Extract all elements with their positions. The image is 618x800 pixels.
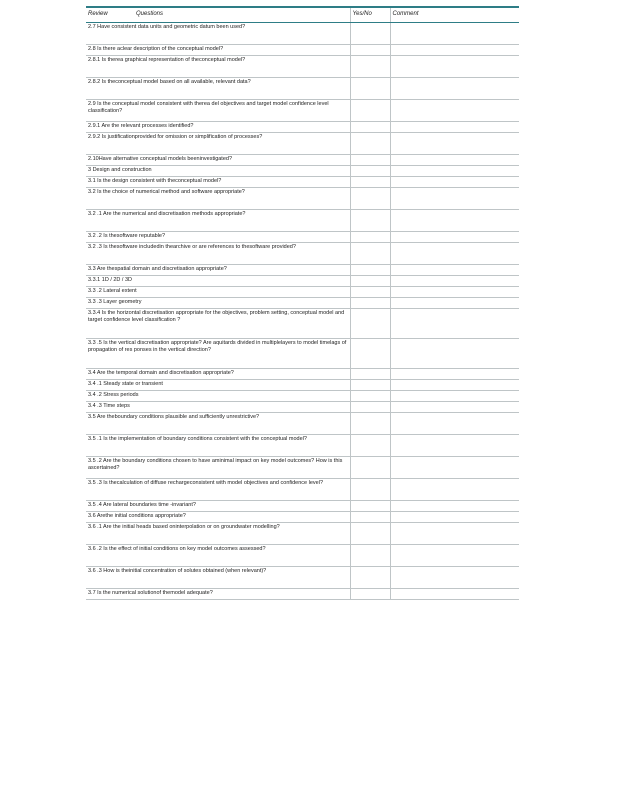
yesno-cell[interactable] xyxy=(350,231,390,242)
table-row xyxy=(86,22,519,44)
table-row xyxy=(86,264,519,275)
comment-cell[interactable] xyxy=(390,434,519,456)
table-row xyxy=(86,434,519,456)
header-review-label: Review xyxy=(88,11,108,17)
question-text: 3.3 .3 Layer geometry xyxy=(86,297,350,308)
table-row xyxy=(86,209,519,231)
question-text: 2.9 Is the conceptual model consistent with therea del objectives and target model confidence level classification? xyxy=(86,99,350,121)
table-row xyxy=(86,500,519,511)
comment-cell[interactable] xyxy=(390,379,519,390)
yesno-cell[interactable] xyxy=(350,368,390,379)
table-row xyxy=(86,297,519,308)
yesno-cell[interactable] xyxy=(350,338,390,368)
question-text: 3.5 .1 Is the implementation of boundary conditions consistent with the conceptual model? xyxy=(86,434,350,456)
question-text: 3.6 .1 Are the initial heads based oninterpolation or on groundwater modelling? xyxy=(86,522,350,544)
question-text: 3.5 Are theboundary conditions plausible and sufficiently unrestrictive? xyxy=(86,412,350,434)
table-row xyxy=(86,478,519,500)
table-row xyxy=(86,544,519,566)
yesno-cell[interactable] xyxy=(350,456,390,478)
table-row xyxy=(86,588,519,599)
question-text: 2.8 Is there aclear description of the conceptual model? xyxy=(86,44,350,55)
question-text: 3.5 .4 Are lateral boundaries time -invariant? xyxy=(86,500,350,511)
header-row xyxy=(86,7,519,22)
yesno-cell[interactable] xyxy=(350,500,390,511)
question-text: 2.10Have alternative conceptual models beeninvestigated? xyxy=(86,154,350,165)
table-row xyxy=(86,308,519,338)
comment-cell[interactable] xyxy=(390,544,519,566)
comment-cell[interactable] xyxy=(390,478,519,500)
comment-cell[interactable] xyxy=(390,308,519,338)
question-text: 3.3 Are thespatial domain and discretisation appropriate? xyxy=(86,264,350,275)
table-row xyxy=(86,522,519,544)
question-text: 2.8.1 Is therea graphical representation of theconceptual model? xyxy=(86,55,350,77)
question-text: 2.8.2 Is theconceptual model based on all available, relevant data? xyxy=(86,77,350,99)
yesno-cell[interactable] xyxy=(350,209,390,231)
question-text: 3.5 .2 Are the boundary conditions chosen to have aminimal impact on key model outcomes? How is this ascertained? xyxy=(86,456,350,478)
yesno-cell[interactable] xyxy=(350,121,390,132)
comment-cell[interactable] xyxy=(390,121,519,132)
question-text: 3.6 .3 How is theinitial concentration of solutes obtained (when relevant)? xyxy=(86,566,350,588)
question-text: 3.3.4 Is the horizontal discretisation appropriate for the objectives, problem setting, conceptual model and target confidence level classification ? xyxy=(86,308,350,338)
header-questions xyxy=(86,7,350,22)
question-text: 3.2 .2 Is thesoftware reputable? xyxy=(86,231,350,242)
comment-cell[interactable] xyxy=(390,231,519,242)
yesno-cell[interactable] xyxy=(350,297,390,308)
question-text: 2.9.1 Are the relevant processes identified? xyxy=(86,121,350,132)
table-row xyxy=(86,566,519,588)
question-text: 3.6 .2 Is the effect of initial conditions on key model outcomes assessed? xyxy=(86,544,350,566)
table-row xyxy=(86,379,519,390)
table-row xyxy=(86,401,519,412)
comment-cell[interactable] xyxy=(390,522,519,544)
comment-cell[interactable] xyxy=(390,500,519,511)
comment-cell[interactable] xyxy=(390,154,519,165)
table-row xyxy=(86,338,519,368)
header-comment: Comment xyxy=(390,7,519,22)
yesno-cell[interactable] xyxy=(350,264,390,275)
comment-cell[interactable] xyxy=(390,44,519,55)
comment-cell[interactable] xyxy=(390,55,519,77)
yesno-cell[interactable] xyxy=(350,401,390,412)
yesno-cell[interactable] xyxy=(350,522,390,544)
yesno-cell[interactable] xyxy=(350,412,390,434)
yesno-cell[interactable] xyxy=(350,544,390,566)
comment-cell[interactable] xyxy=(390,588,519,599)
question-text: 3.2 .1 Are the numerical and discretisation methods appropriate? xyxy=(86,209,350,231)
question-text: 3 Design and construction xyxy=(86,165,350,176)
question-text: 3.3 .5 Is the vertical discretisation appropriate? Are aquitards divided in multiplelayers to model timelags of propagation of res ponses in the vertical direction? xyxy=(86,338,350,368)
question-text: 3.5 .3 Is thecalculation of diffuse rechargeconsistent with model objectives and confidence level? xyxy=(86,478,350,500)
yesno-cell[interactable] xyxy=(350,308,390,338)
question-text: 3.6 Arethe initial conditions appropriate? xyxy=(86,511,350,522)
table-row xyxy=(86,242,519,264)
comment-cell[interactable] xyxy=(390,297,519,308)
question-text: 3.3.1 1D / 2D / 3D xyxy=(86,275,350,286)
table-row xyxy=(86,77,519,99)
comment-cell[interactable] xyxy=(390,401,519,412)
question-text: 3.4 .1 Steady state or transient xyxy=(86,379,350,390)
comment-cell[interactable] xyxy=(390,77,519,99)
header-questions-label: Questions xyxy=(136,11,164,17)
yesno-cell[interactable] xyxy=(350,434,390,456)
table-row xyxy=(86,511,519,522)
comment-cell[interactable] xyxy=(390,412,519,434)
comment-cell[interactable] xyxy=(390,187,519,209)
checklist-table xyxy=(86,6,519,600)
table-row xyxy=(86,368,519,379)
table-row xyxy=(86,187,519,209)
table-row xyxy=(86,132,519,154)
comment-cell[interactable] xyxy=(390,511,519,522)
table-row xyxy=(86,55,519,77)
comment-cell[interactable] xyxy=(390,132,519,154)
comment-cell[interactable] xyxy=(390,338,519,368)
table-row xyxy=(86,165,519,176)
comment-cell[interactable] xyxy=(390,286,519,297)
yesno-cell[interactable] xyxy=(350,22,390,44)
comment-cell[interactable] xyxy=(390,176,519,187)
yesno-cell[interactable] xyxy=(350,44,390,55)
yesno-cell[interactable] xyxy=(350,165,390,176)
yesno-cell[interactable] xyxy=(350,154,390,165)
question-text: 3.2 .3 Is thesoftware includedin thearchive or are references to thesoftware provided? xyxy=(86,242,350,264)
question-text: 2.7 Have consistent data units and geometric datum been used? xyxy=(86,22,350,44)
question-text: 3.4 .2 Stress periods xyxy=(86,390,350,401)
yesno-cell[interactable] xyxy=(350,242,390,264)
question-text: 3.1 Is the design consistent with theconceptual model? xyxy=(86,176,350,187)
comment-cell[interactable] xyxy=(390,242,519,264)
question-text: 3.3 .2 Lateral extent xyxy=(86,286,350,297)
table-row xyxy=(86,231,519,242)
comment-cell[interactable] xyxy=(390,264,519,275)
comment-cell[interactable] xyxy=(390,22,519,44)
comment-cell[interactable] xyxy=(390,368,519,379)
yesno-cell[interactable] xyxy=(350,511,390,522)
comment-cell[interactable] xyxy=(390,390,519,401)
comment-cell[interactable] xyxy=(390,566,519,588)
table-row xyxy=(86,286,519,297)
table-row xyxy=(86,412,519,434)
question-text: 2.9.2 Is justificationprovided for omission or simplification of processes? xyxy=(86,132,350,154)
checklist-body xyxy=(86,22,519,599)
comment-cell[interactable] xyxy=(390,456,519,478)
yesno-cell[interactable] xyxy=(350,132,390,154)
header-yesno: Yes/No xyxy=(350,7,390,22)
table-row xyxy=(86,275,519,286)
question-text: 3.4 Are the temporal domain and discretisation appropriate? xyxy=(86,368,350,379)
comment-cell[interactable] xyxy=(390,99,519,121)
yesno-cell[interactable] xyxy=(350,390,390,401)
yesno-cell[interactable] xyxy=(350,77,390,99)
question-text: 3.4 .3 Time steps xyxy=(86,401,350,412)
comment-cell[interactable] xyxy=(390,209,519,231)
yesno-cell[interactable] xyxy=(350,176,390,187)
table-row xyxy=(86,456,519,478)
yesno-cell[interactable] xyxy=(350,478,390,500)
question-text: 3.2 Is the choice of numerical method and software appropriate? xyxy=(86,187,350,209)
review-checklist xyxy=(86,6,519,600)
yesno-cell[interactable] xyxy=(350,275,390,286)
question-text: 3.7 Is the numerical solutionof themodel adequate? xyxy=(86,588,350,599)
yesno-cell[interactable] xyxy=(350,187,390,209)
comment-cell[interactable] xyxy=(390,275,519,286)
table-row xyxy=(86,44,519,55)
comment-cell[interactable] xyxy=(390,165,519,176)
table-row xyxy=(86,99,519,121)
yesno-cell[interactable] xyxy=(350,99,390,121)
table-row xyxy=(86,154,519,165)
table-row xyxy=(86,121,519,132)
yesno-cell[interactable] xyxy=(350,588,390,599)
yesno-cell[interactable] xyxy=(350,55,390,77)
yesno-cell[interactable] xyxy=(350,286,390,297)
table-row xyxy=(86,390,519,401)
yesno-cell[interactable] xyxy=(350,566,390,588)
table-row xyxy=(86,176,519,187)
yesno-cell[interactable] xyxy=(350,379,390,390)
